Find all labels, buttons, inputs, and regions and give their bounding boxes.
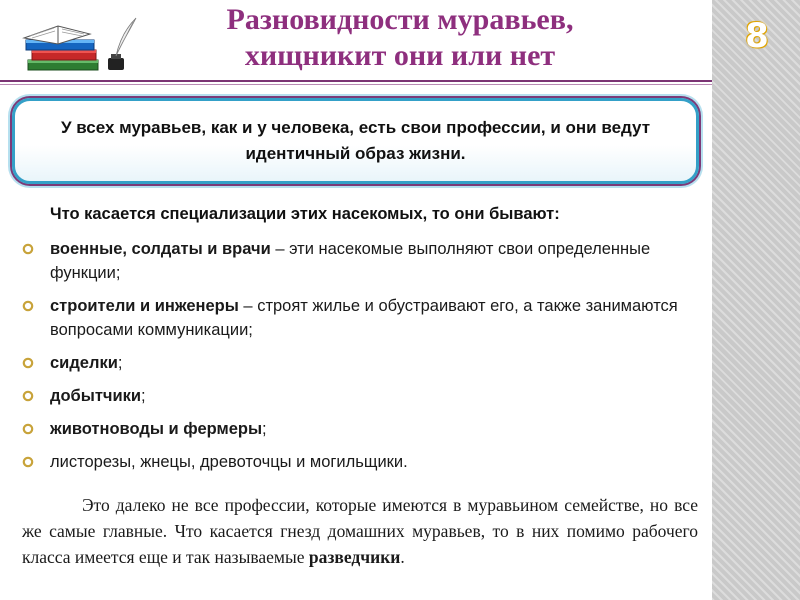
ring-bullet-icon — [22, 243, 34, 255]
list-item-text: ; — [141, 387, 146, 405]
ring-bullet-icon — [22, 300, 34, 312]
decorative-side-strip — [712, 0, 800, 600]
paragraph-end: . — [400, 547, 405, 567]
ring-bullet-icon — [22, 357, 34, 369]
list-item-bold: добытчики — [50, 387, 142, 405]
list-item — [22, 294, 712, 342]
list-item — [22, 351, 712, 375]
ring-bullet-icon — [22, 456, 34, 468]
list-item — [22, 450, 712, 474]
title-line-2: хищникит они или нет — [244, 39, 556, 72]
list-item-bold: сиделки — [50, 354, 118, 372]
list-item-text: листорезы, жнецы, древоточцы и могильщики. — [50, 453, 408, 471]
paragraph-bold-term: разведчики — [308, 547, 401, 567]
title-divider — [0, 80, 712, 82]
title-line-1: Разновидности муравьев, — [226, 3, 574, 36]
ring-bullet-icon — [22, 423, 34, 435]
list-item-bold: военные, солдаты и врачи — [50, 240, 271, 258]
title-divider-thin — [0, 84, 712, 85]
list-item — [22, 417, 712, 441]
slide-number: 8 — [745, 16, 769, 56]
list-intro: Что касается специализации этих насекомых, то они бывают: — [50, 205, 560, 223]
list-item-text: ; — [117, 354, 123, 372]
stacked-books-with-quill-icon — [18, 12, 138, 74]
list-item-text: ; — [262, 420, 267, 438]
list-item — [22, 384, 712, 408]
slide-title — [170, 2, 630, 74]
list-item-text: – строят жилье и обустраивают его, а также занимаются вопросами коммуникации; — [50, 297, 678, 339]
ring-bullet-icon — [22, 390, 34, 402]
list-item — [22, 237, 712, 285]
paragraph-text: Это далеко не все профессии, которые имеются в муравьином семействе, но все же самые главные. Что касается гнезд домашних муравьев, то в них помимо рабочего класса имеется еще и так называемые — [22, 495, 698, 567]
profession-list — [22, 237, 712, 483]
callout-box — [12, 98, 699, 184]
list-item-bold: животноводы и фермеры — [50, 420, 263, 438]
list-item-text: – эти насекомые выполняют свои определенные функции; — [50, 240, 651, 282]
closing-paragraph — [22, 492, 698, 570]
list-item-bold: строители и инженеры — [50, 297, 239, 315]
callout-text: У всех муравьев, как и у человека, есть свои профессии, и они ведут идентичный образ жизни. — [60, 118, 651, 163]
